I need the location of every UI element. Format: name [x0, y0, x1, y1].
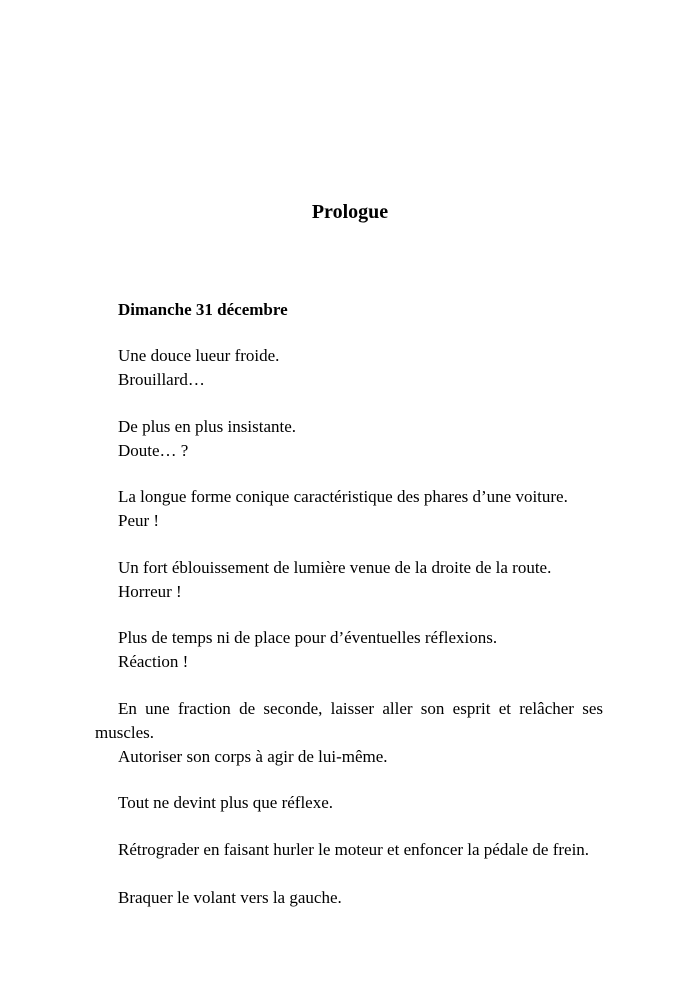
paragraph-line: Tout ne devint plus que réflexe.: [118, 793, 334, 812]
paragraph-line: Autoriser son corps à agir de lui-même.: [118, 747, 388, 766]
paragraph-line: Un fort éblouissement de lumière venue de la droite de la route.: [118, 558, 552, 577]
chapter-title: Prologue: [311, 201, 389, 223]
paragraph-wrapped: En une fraction de seconde, laisser aller son esprit et relâcher ses muscles.: [95, 699, 603, 742]
paragraph-line: Brouillard…: [118, 370, 205, 389]
paragraph-line: De plus en plus insistante.: [118, 417, 297, 436]
date-heading: Dimanche 31 décembre: [118, 300, 288, 319]
paragraph-line: Braquer le volant vers la gauche.: [118, 888, 342, 907]
paragraph-wrapped: Rétrograder en faisant hurler le moteur et enfoncer la pédale de frein.: [118, 840, 590, 859]
paragraph-line: Doute… ?: [118, 441, 189, 460]
paragraph-line: Peur !: [118, 511, 160, 530]
paragraph-line: Réaction !: [118, 652, 189, 671]
paragraph-line: La longue forme conique caractéristique des phares d’une voiture.: [118, 487, 568, 506]
paragraph-line: Plus de temps ni de place pour d’éventuelles réflexions.: [118, 628, 498, 647]
paragraph-line: Horreur !: [118, 582, 182, 601]
paragraph-line: Une douce lueur froide.: [118, 346, 280, 365]
